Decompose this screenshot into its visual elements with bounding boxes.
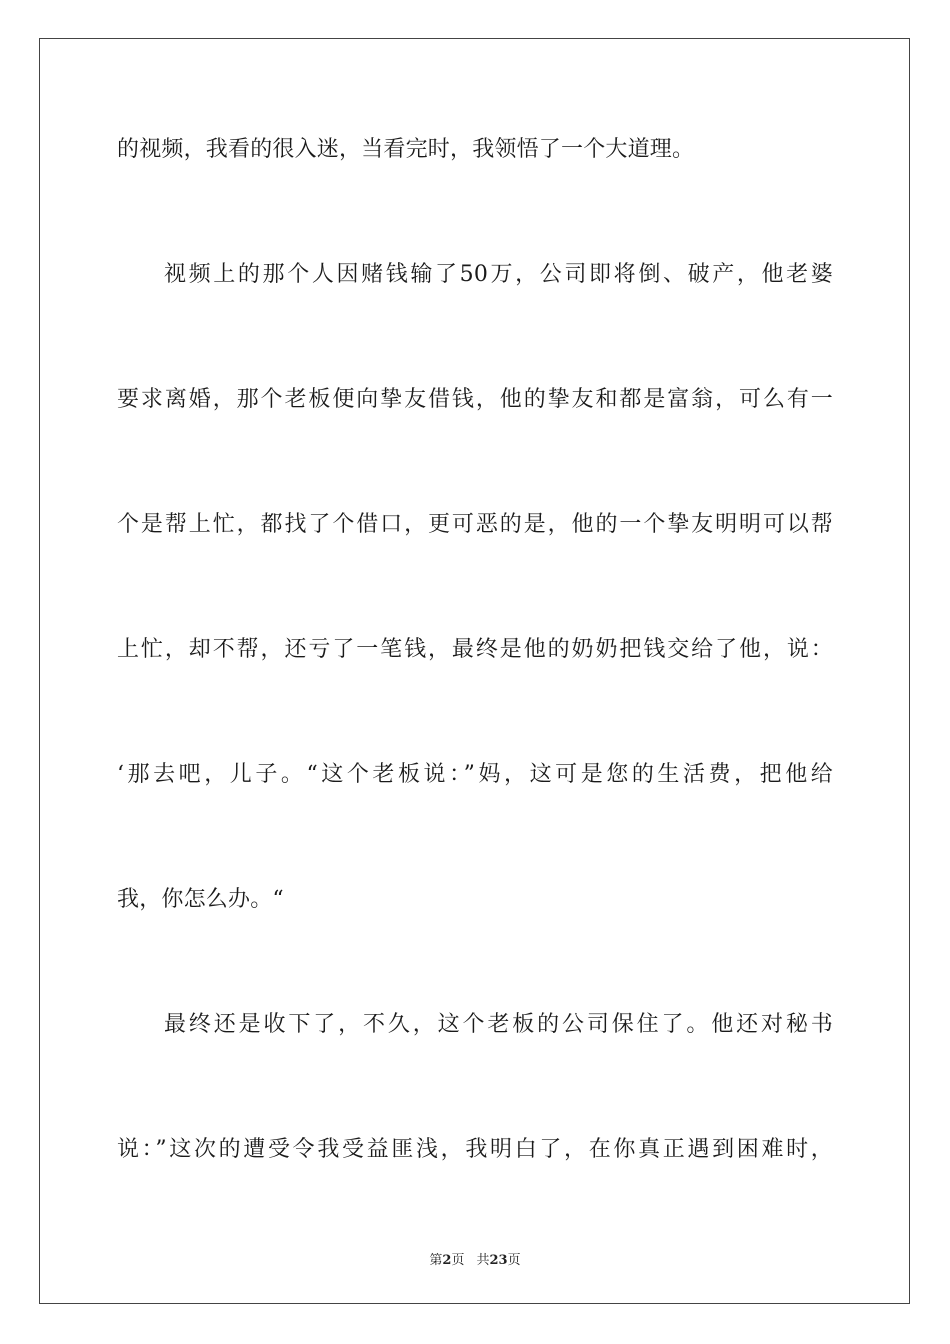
text-line-1: 的视频，我看的很入迷，当看完时，我领悟了一个大道理。	[117, 137, 695, 162]
total-pages: 23	[489, 1253, 508, 1268]
page-border	[39, 38, 910, 1304]
text-line-3: 要求离婚，那个老板便向挚友借钱，他的挚友和都是富翁，可么有一	[117, 387, 833, 412]
page-suffix: 页	[451, 1253, 465, 1268]
text-line-5: 上忙，却不帮，还亏了一笔钱，最终是他的奶奶把钱交给了他，说：	[117, 637, 833, 662]
page-number: 2	[442, 1253, 452, 1268]
total-prefix: 共	[476, 1253, 490, 1268]
text-line-8: 最终还是收下了，不久，这个老板的公司保住了。他还对秘书	[164, 1012, 833, 1037]
page-prefix: 第	[429, 1253, 443, 1268]
text-line-9: 说：”这次的遭受令我受益匪浅，我明白了，在你真正遇到困难时，	[117, 1137, 833, 1162]
page-footer	[0, 1249, 950, 1268]
text-line-4: 个是帮上忙，都找了个借口，更可恶的是，他的一个挚友明明可以帮	[117, 512, 833, 537]
total-suffix: 页	[507, 1253, 521, 1268]
text-line-7: 我，你怎么办。“	[117, 887, 284, 912]
text-line-2: 视频上的那个人因赌钱输了50万，公司即将倒、破产，他老婆	[164, 262, 833, 287]
text-line-6: ‘那去吧，儿子。“这个老板说：”妈，这可是您的生活费，把他给	[117, 762, 833, 787]
